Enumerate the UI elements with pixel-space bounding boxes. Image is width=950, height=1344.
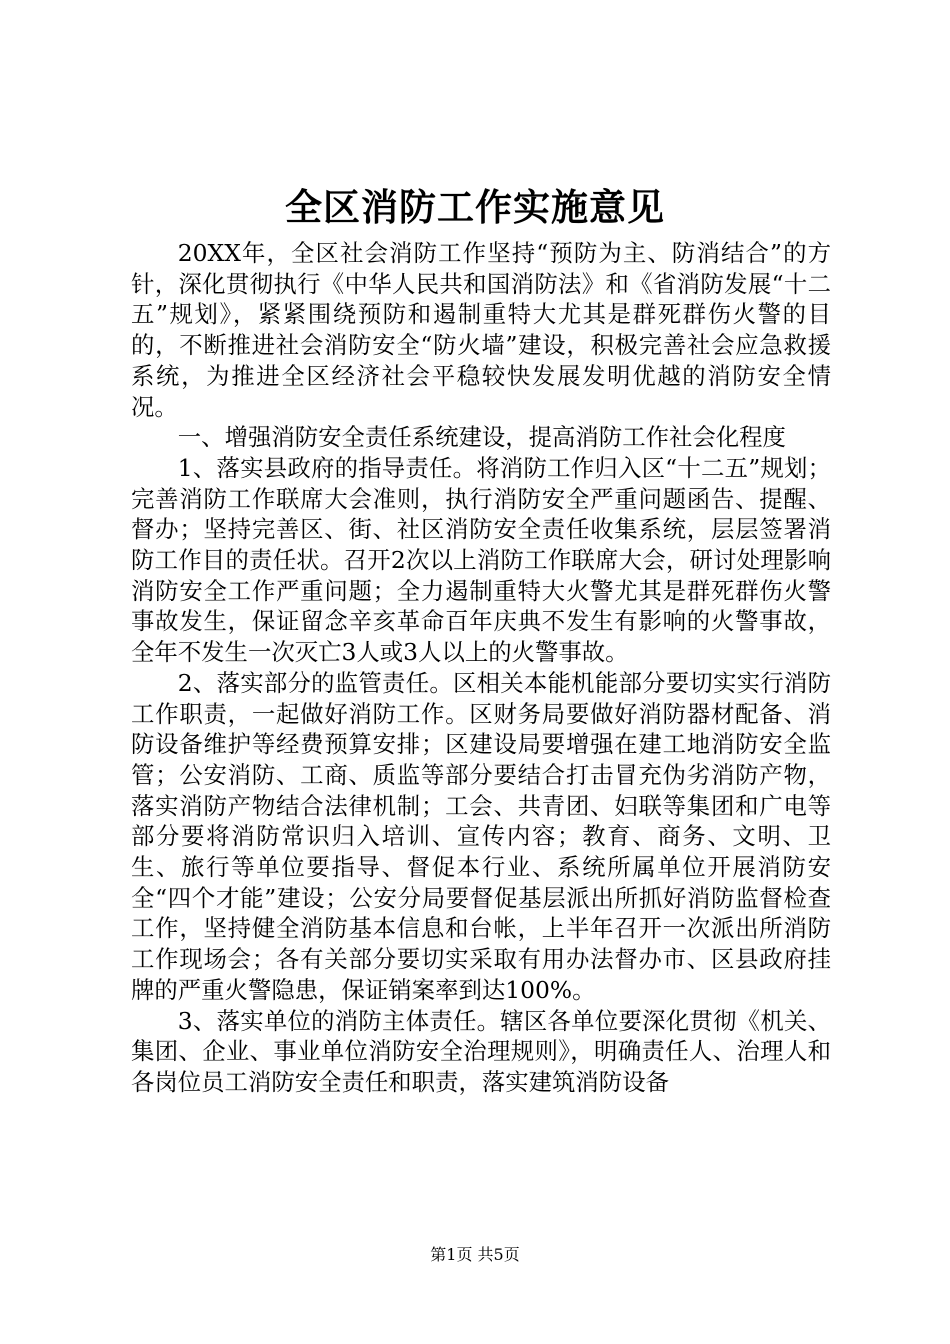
document-body: [131, 238, 831, 1098]
intro-paragraph: 20XX年，全区社会消防工作坚持“预防为主、防消结合”的方针，深化贯彻执行《中华人民共和国消防法》和《省消防发展“十二五”规划》，紧紧围绕预防和遏制重特大尤其是群死群伤火警的目的，不断推进社会消防安全“防火墙”建设，积极完善社会应急救援系统，为推进全区经济社会平稳较快发展发明优越的消防安全情况。: [131, 239, 831, 421]
page-footer: 第1页 共5页: [430, 1245, 520, 1264]
paragraph-item-1: 1、落实县政府的指导责任。将消防工作归入区“十二五”规划；完善消防工作联席大会准则，执行消防安全严重问题函告、提醒、督办；坚持完善区、街、社区消防安全责任收集系统，层层签署消防工作目的责任状。召开2次以上消防工作联席大会，研讨处理影响消防安全工作严重问题；全力遏制重特大火警尤其是群死群伤火警事故发生，保证留念辛亥革命百年庆典不发生有影响的火警事故，全年不发生一次灭亡3人或3人以上的火警事故。: [131, 453, 831, 667]
document-title: 全区消防工作实施意见: [285, 186, 665, 229]
paragraph-item-2: 2、落实部分的监管责任。区相关本能机能部分要切实实行消防工作职责，一起做好消防工作。区财务局要做好消防器材配备、消防设备维护等经费预算安排；区建设局要增强在建工地消防安全监管；公安消防、工商、质监等部分要结合打击冒充伪劣消防产物，落实消防产物结合法律机制；工会、共青团、妇联等集团和广电等部分要将消防常识归入培训、宣传内容；教育、商务、文明、卫生、旅行等单位要指导、督促本行业、系统所属单位开展消防安全“四个才能”建设；公安分局要督促基层派出所抓好消防监督检查工作，坚持健全消防基本信息和台帐，上半年召开一次派出所消防工作现场会；各有关部分要切实采取有用办法督办市、区县政府挂牌的严重火警隐患，保证销案率到达100%。: [131, 668, 831, 1004]
section-heading-1: 一、增强消防安全责任系统建设，提高消防工作社会化程度: [177, 423, 786, 452]
paragraph-item-3: 3、落实单位的消防主体责任。辖区各单位要深化贯彻《机关、集团、企业、事业单位消防安全治理规则》，明确责任人、治理人和各岗位员工消防安全责任和职责，落实建筑消防设备: [131, 1006, 831, 1096]
